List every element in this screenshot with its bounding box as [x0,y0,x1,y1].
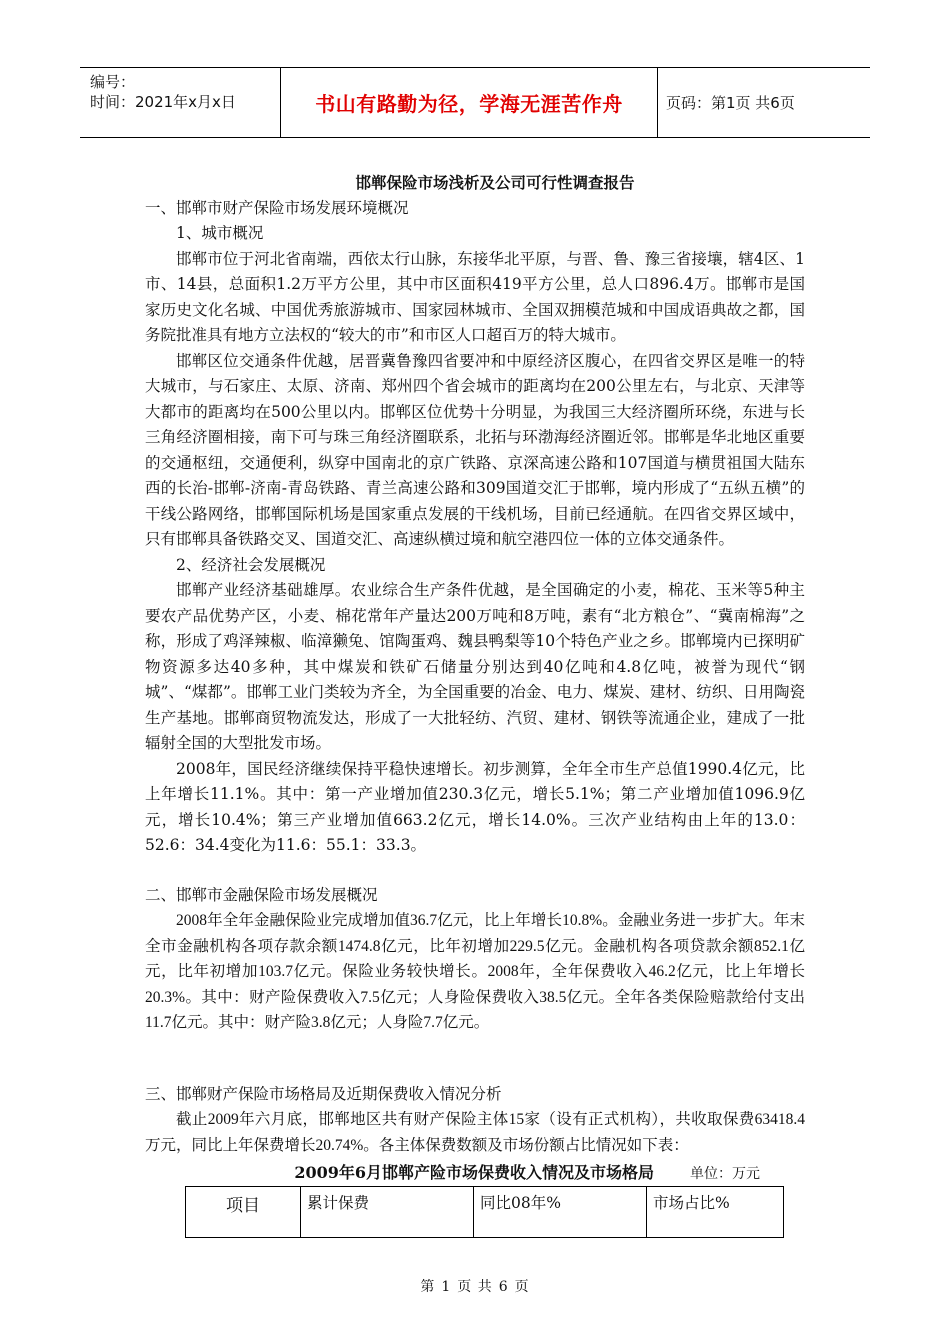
footer-prefix: 第 [420,1279,436,1295]
header-page-info: 页码：第1页 共6页 [666,94,795,112]
table-header-item: 项目 [186,1187,301,1238]
doc-number-label: 编号： [90,73,136,91]
document-title: 邯郸保险市场浅析及公司可行性调查报告 [355,173,635,192]
section-2-paragraph: 2008年全年金融保险业完成增加值36.7亿元，比上年增长10.8%。金融业务进一步扩大。年末全市金融机构各项存款余额1474.8亿元，比年初增加229.5亿元。金融机构各项贷款余额852.1亿元，比年初增加103.7亿元。保险业务较快增长。2008年，全年保费收入46.2亿元，比上年增长20.3%。其中：财产险保费收入7.5亿元；人身险保费收入38.5亿元。全年各类保险赔款给付支出11.7亿元。其中：财产险3.8亿元；人身险7.7亿元。 [145,912,805,1031]
table-title: 2009年6月邯郸产险市场保费收入情况及市场格局 [294,1163,654,1182]
section-1-2-heading: 2、经济社会发展概况 [176,555,326,574]
table-header-cumulative: 累计保费 [301,1187,474,1238]
section-1-1-paragraph-1: 邯郸市位于河北省南端，西依太行山脉，东接华北平原，与晋、鲁、豫三省接壤，辖4区、1市、14县，总面积1.2万平方公里，其中市区面积419平方公里，总人口896.4万。邯郸市是国家历史文化名城、中国优秀旅游城市、国家园林城市、全国双拥模范城和中国成语典故之都，国务院批准具有地方立法权的“较大的市”和市区人口超百万的特大城市。 [145,249,805,344]
page-footer [0,1276,950,1296]
table-header-share: 市场占比% [647,1187,784,1238]
table-header-row [186,1187,784,1238]
premium-table [185,1186,784,1238]
section-1-1-paragraph-2: 邯郸区位交通条件优越，居晋冀鲁豫四省要冲和中原经济区腹心，在四省交界区是唯一的特大城市，与石家庄、太原、济南、郑州四个省会城市的距离均在200公里左右，与北京、天津等大都市的距离均在500公里以内。邯郸区位优势十分明显，为我国三大经济圈所环绕，东进与长三角经济圈相接，南下可与珠三角经济圈联系，北拓与环渤海经济圈近邻。邯郸是华北地区重要的交通枢纽，交通便利，纵穿中国南北的京广铁路、京深高速公路和107国道与横贯祖国大陆东西的长治-邯郸-济南-青岛铁路、青兰高速公路和309国道交汇于邯郸，境内形成了“五纵五横”的干线公路网络，邯郸国际机场是国家重点发展的干线机场，目前已经通航。在四省交界区域中，只有邯郸具备铁路交叉、国道交汇、高速纵横过境和航空港四位一体的立体交通条件。 [145,351,805,548]
section-1-2-paragraph-1: 邯郸产业经济基础雄厚。农业综合生产条件优越，是全国确定的小麦，棉花、玉米等5种主要农产品优势产区，小麦、棉花常年产量达200万吨和8万吨，素有“北方粮仓”、“冀南棉海”之称，形成了鸡泽辣椒、临漳獭兔、馆陶蛋鸡、魏县鸭梨等10个特色产业之乡。邯郸境内已探明矿物资源多达40多种，其中煤炭和铁矿石储量分别达到40亿吨和4.8亿吨，被誉为现代“钢城”、“煤都”。邯郸工业门类较为齐全，为全国重要的冶金、电力、煤炭、建材、纺织、日用陶瓷生产基地。邯郸商贸物流发达，形成了一大批轻纺、汽贸、建材、钢铁等流通企业，建成了一批辐射全国的大型批发市场。 [145,581,805,752]
section-1-2-paragraph-2: 2008年，国民经济继续保持平稳快速增长。初步测算，全年全市生产总值1990.4亿元，比上年增长11.1%。其中：第一产业增加值230.3亿元，增长5.1%；第二产业增加值1096.9亿元，增长10.4%；第三产业增加值663.2亿元，增长14.0%。三次产业结构由上年的13.0：52.6：34.4变化为11.6：55.1：33.3。 [145,759,805,854]
header-meta [80,68,280,137]
doc-time-label: 时间：2021年x月x日 [90,93,236,111]
footer-suffix: 页 [514,1279,530,1295]
page-header [80,67,870,138]
table-caption [145,1160,805,1188]
section-1-heading: 一、邯郸市财产保险市场发展环境概况 [145,198,409,217]
section-1-1-heading: 1、城市概况 [176,224,264,242]
table-unit: 单位：万元 [690,1166,760,1182]
table-header-yoy: 同比08年% [474,1187,647,1238]
footer-page-number: 1 [441,1279,452,1295]
section-2-heading: 二、邯郸市金融保险市场发展概况 [145,885,378,904]
footer-middle: 页 共 [457,1279,493,1295]
header-motto: 书山有路勤为径，学海无涯苦作舟 [280,68,658,137]
section-3-paragraph: 截止2009年六月底，邯郸地区共有财产保险主体15家（设有正式机构），共收取保费63418.4万元，同比上年保费增长20.74%。各主体保费数额及市场份额占比情况如下表： [145,1111,805,1154]
footer-total-pages: 6 [498,1279,509,1295]
document-body [145,170,805,1188]
section-3-heading: 三、邯郸财产保险市场格局及近期保费收入情况分析 [145,1084,502,1103]
